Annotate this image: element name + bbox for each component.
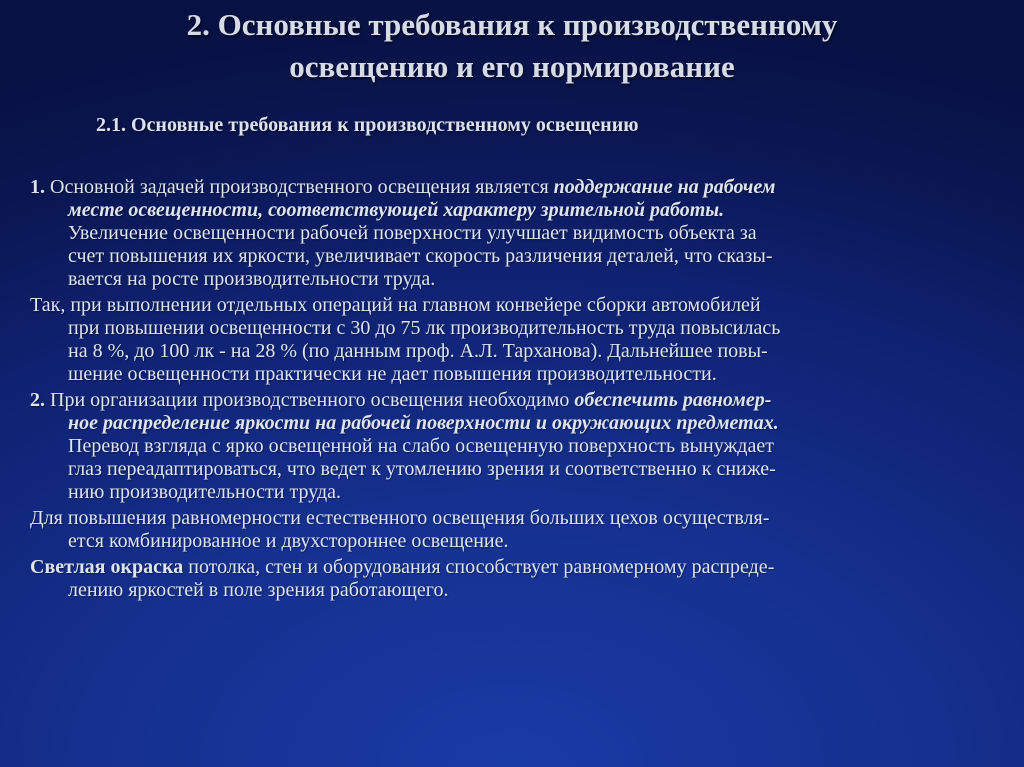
item-number: 1.: [30, 176, 45, 198]
paragraph-text: лению яркостей в поле зрения работающего.: [68, 579, 449, 601]
paragraph-text: шение освещенности практически не дает повышения производительности.: [68, 363, 717, 385]
section-subtitle: 2.1. Основные требования к производственному освещению: [96, 114, 639, 136]
paragraph-5-line-1: [30, 556, 1000, 579]
paragraph-2: [30, 294, 1000, 386]
paragraph-text: При организации производственного освещения необходимо: [45, 389, 575, 411]
paragraph-text: глаз переадаптироваться, что ведет к утомлению зрения и соответственно к сниже-: [68, 458, 776, 480]
paragraph-text: Основной задачей производственного освещения является: [45, 176, 554, 198]
paragraph-text: потолка, стен и оборудования способствует равномерному распреде-: [183, 556, 775, 578]
paragraph-text: при повышении освещенности с 30 до 75 лк производительность труда повысилась: [68, 317, 781, 339]
paragraph-1: [30, 176, 1000, 291]
slide-title-line-2: освещению и его нормирование: [289, 49, 735, 84]
slide-body: [30, 176, 1000, 605]
paragraph-text: Для повышения равномерности естественного освещения больших цехов осуществля-: [30, 507, 770, 529]
slide-title-line-1: 2. Основные требования к производственному: [186, 7, 838, 42]
paragraph-text: Увеличение освещенности рабочей поверхности улучшает видимость объекта за: [68, 222, 757, 244]
bold-text: Светлая окраска: [30, 556, 184, 578]
item-number: 2.: [30, 389, 45, 411]
paragraph-3-line-1: [30, 389, 1000, 412]
slide-title: [100, 4, 924, 88]
paragraph-3: [30, 389, 1000, 504]
paragraph-text: вается на росте производительности труда.: [68, 268, 436, 290]
emphasis-text: месте освещенности, соответствующей характеру зрительной работы.: [68, 199, 725, 221]
emphasis-text: ное распределение яркости на рабочей поверхности и окружающих предметах.: [68, 412, 779, 434]
paragraph-5: [30, 556, 1000, 602]
paragraph-text: Перевод взгляда с ярко освещенной на слабо освещенную поверхность вынуждает: [68, 435, 774, 457]
emphasis-text: обеспечить равномер-: [574, 389, 772, 411]
paragraph-text: нию производительности труда.: [68, 481, 342, 503]
paragraph-text: Так, при выполнении отдельных операций на главном конвейере сборки автомобилей: [30, 294, 761, 316]
paragraph-text: счет повышения их яркости, увеличивает скорость различения деталей, что сказы-: [68, 245, 773, 267]
emphasis-text: поддержание на рабочем: [553, 176, 776, 198]
paragraph-1-line-1: [30, 176, 1000, 199]
paragraph-text: на 8 %, до 100 лк - на 28 % (по данным проф. А.Л. Тарханова). Дальнейшее повы-: [68, 340, 768, 362]
paragraph-4: [30, 507, 1000, 553]
paragraph-text: ется комбинированное и двухстороннее освещение.: [68, 530, 509, 552]
